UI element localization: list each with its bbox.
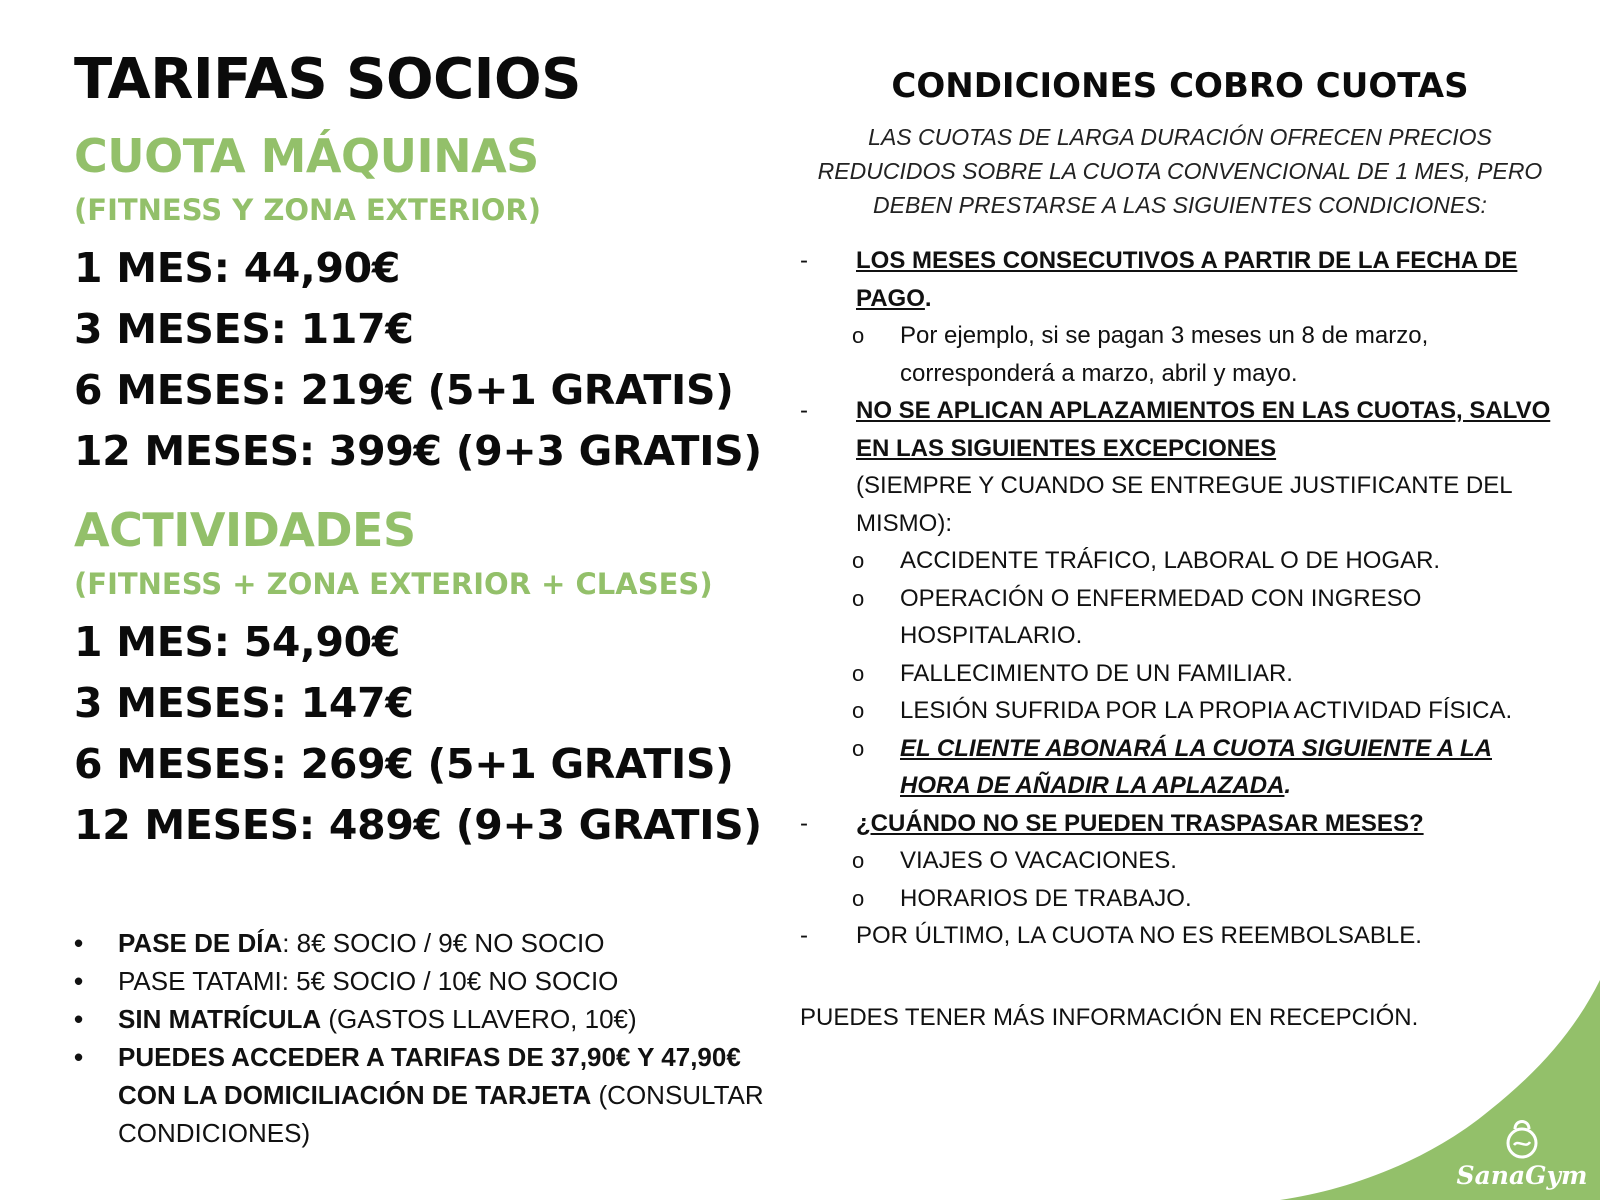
activities-price-1-month: 1 MES: 54,90€	[74, 618, 401, 666]
extras-list	[74, 924, 774, 1152]
condition-subitem	[800, 317, 1560, 392]
machines-price-12-months: 12 MESES: 399€ (9+3 GRATIS)	[74, 427, 762, 475]
logo-text: SanaGym	[1456, 1161, 1588, 1190]
condition-heading: NO SE APLICAN APLAZAMIENTOS EN LAS CUOTAS, SALVO EN LAS SIGUIENTES EXCEPCIONES	[856, 397, 1551, 462]
bullet-icon: •	[74, 966, 84, 996]
conditions-column	[800, 58, 1560, 1036]
list-item	[74, 924, 774, 962]
machines-section-title: CUOTA MÁQUINAS	[74, 129, 539, 183]
example-text: Por ejemplo, si se pagan 3 meses un 8 de marzo, corresponderá a marzo, abril y mayo.	[900, 322, 1429, 387]
condition-heading: ¿CUÁNDO NO SE PUEDEN TRASPASAR MESES?	[856, 809, 1424, 837]
bullet-icon: •	[74, 1042, 84, 1072]
machines-price-6-months: 6 MESES: 219€ (5+1 GRATIS)	[74, 366, 734, 414]
conditions-intro: LAS CUOTAS DE LARGA DURACIÓN OFRECEN PRECIOS REDUCIDOS SOBRE LA CUOTA CONVENCIONAL DE 1 MES, PERO DEBEN PRESTARSE A LAS SIGUIENTES CONDICIONES:	[817, 124, 1543, 218]
circle-bullet-icon: o	[852, 585, 865, 611]
circle-bullet-icon: o	[852, 885, 865, 911]
machines-section-subtitle: (FITNESS Y ZONA EXTERIOR)	[74, 193, 541, 227]
bullet-icon: •	[74, 928, 84, 958]
condition-subitem: o LESIÓN SUFRIDA POR LA PROPIA ACTIVIDAD FÍSICA.	[800, 692, 1560, 730]
list-item	[74, 1038, 774, 1152]
condition-subitem: o VIAJES O VACACIONES.	[800, 842, 1560, 880]
condition-subitem: o OPERACIÓN O ENFERMEDAD CON INGRESO HOSPITALARIO.	[800, 580, 1560, 655]
no-enrollment-label: SIN MATRÍCULA	[118, 1004, 322, 1034]
condition-note	[800, 467, 1560, 542]
dash-icon: -	[800, 247, 808, 274]
list-item	[74, 962, 774, 1000]
condition-subitem: o EL CLIENTE ABONARÁ LA CUOTA SIGUIENTE A LA HORA DE AÑADIR LA APLAZADA.	[800, 730, 1560, 805]
circle-bullet-icon: o	[852, 548, 865, 573]
reception-info: PUEDES TENER MÁS INFORMACIÓN EN RECEPCIÓN.	[800, 1003, 1419, 1031]
refund-text: POR ÚLTIMO, LA CUOTA NO ES REEMBOLSABLE.	[856, 922, 1422, 949]
activities-section-subtitle: (FITNESS + ZONA EXTERIOR + CLASES)	[74, 567, 713, 601]
day-pass-label: PASE DE DÍA	[118, 928, 283, 958]
circle-bullet-icon: o	[852, 698, 865, 723]
direct-debit-text: (CONSULTAR CONDICIONES)	[118, 1080, 764, 1148]
condition-item	[800, 392, 1560, 467]
condition-item: - LOS MESES CONSECUTIVOS A PARTIR DE LA FECHA DE PAGO.	[800, 242, 1560, 317]
page-title: TARIFAS SOCIOS	[74, 47, 581, 112]
condition-subitem: o HORARIOS DE TRABAJO.	[800, 880, 1560, 918]
direct-debit-label: PUEDES ACCEDER A TARIFAS DE 37,90€ Y 47,90€ CON LA DOMICILIACIÓN DE TARJETA	[118, 1042, 741, 1110]
bullet-icon: •	[74, 1004, 84, 1034]
condition-subitem: o ACCIDENTE TRÁFICO, LABORAL O DE HOGAR.	[800, 542, 1560, 580]
list-item	[74, 1000, 774, 1038]
tatami-pass-text: PASE TATAMI: 5€ SOCIO / 10€ NO SOCIO	[118, 966, 619, 996]
dash-icon: -	[800, 809, 808, 837]
emphasis-text: EL CLIENTE ABONARÁ LA CUOTA SIGUIENTE A LA HORA DE AÑADIR LA APLAZADA	[900, 734, 1492, 799]
condition-subitem: o FALLECIMIENTO DE UN FAMILIAR.	[800, 655, 1560, 693]
activities-price-3-months: 3 MESES: 147€	[74, 679, 414, 727]
activities-section-title: ACTIVIDADES	[74, 503, 416, 557]
condition-item	[800, 805, 1560, 843]
circle-bullet-icon: o	[852, 735, 865, 761]
dash-icon: -	[800, 922, 808, 949]
condition-item	[800, 917, 1560, 955]
note-text: (SIEMPRE Y CUANDO SE ENTREGUE JUSTIFICANTE DEL MISMO):	[856, 472, 1512, 537]
condition-heading: LOS MESES CONSECUTIVOS A PARTIR DE LA FECHA DE PAGO	[856, 247, 1518, 312]
kettlebell-icon	[1505, 1115, 1539, 1159]
pricing-column	[74, 40, 774, 856]
activities-price-6-months: 6 MESES: 269€ (5+1 GRATIS)	[74, 740, 734, 788]
machines-price-1-month: 1 MES: 44,90€	[74, 244, 401, 292]
circle-bullet-icon: o	[852, 323, 865, 348]
conditions-title: CONDICIONES COBRO CUOTAS	[891, 66, 1469, 106]
no-enrollment-text: (GASTOS LLAVERO, 10€)	[321, 1004, 637, 1034]
dash-icon: -	[800, 397, 808, 424]
sanagym-logo	[1452, 1115, 1592, 1190]
activities-price-12-months: 12 MESES: 489€ (9+3 GRATIS)	[74, 801, 762, 849]
machines-price-3-months: 3 MESES: 117€	[74, 305, 414, 353]
circle-bullet-icon: o	[852, 848, 865, 873]
circle-bullet-icon: o	[852, 660, 865, 686]
day-pass-text: : 8€ SOCIO / 9€ NO SOCIO	[282, 928, 605, 958]
